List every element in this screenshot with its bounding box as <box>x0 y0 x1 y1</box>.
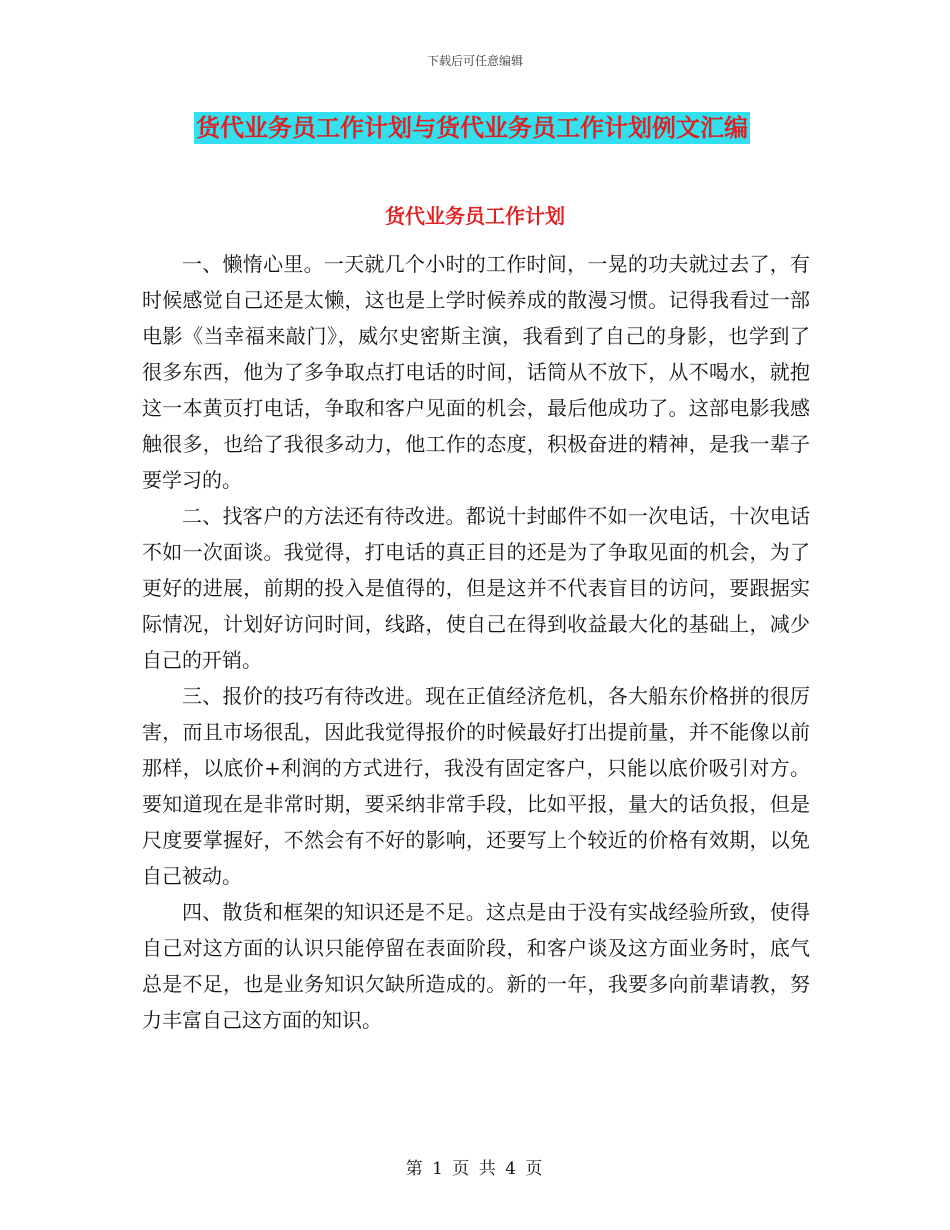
section-title: 货代业务员工作计划 <box>385 204 565 228</box>
document-title: 货代业务员工作计划与货代业务员工作计划例文汇编 <box>196 113 748 142</box>
document-body <box>142 246 810 1038</box>
page-number: 第 1 页 共 4 页 <box>405 1159 545 1179</box>
paragraph-2: 二、找客户的方法还有待改进。都说十封邮件不如一次电话，十次电话不如一次面谈。我觉得，打电话的真正目的还是为了争取见面的机会，为了更好的进展，前期的投入是值得的，但是这并不代表盲目的访问，要跟据实际情况，计划好访问时间，线路，使自己在得到收益最大化的基础上，减少自己的开销。 <box>142 504 810 672</box>
header-note: 下载后可任意编辑 <box>426 54 523 68</box>
paragraph-1: 一、懒惰心里。一天就几个小时的工作时间，一晃的功夫就过去了，有时候感觉自己还是太懒，这也是上学时候养成的散漫习惯。记得我看过一部电影《当幸福来敲门》，威尔史密斯主演，我看到了自己的身影，也学到了很多东西，他为了多争取点打电话的时间，话筒从不放下，从不喝水，就抱这一本黄页打电话，争取和客户见面的机会，最后他成功了。这部电影我感触很多，也给了我很多动力，他工作的态度，积极奋进的精神，是我一辈子要学习的。 <box>142 252 810 492</box>
paragraph-4: 四、散货和框架的知识还是不足。这点是由于没有实战经验所致，使得自己对这方面的认识只能停留在表面阶段，和客户谈及这方面业务时，底气总是不足，也是业务知识欠缺所造成的。新的一年，我要多向前辈请教，努力丰富自己这方面的知识。 <box>142 900 810 1032</box>
paragraph-3: 三、报价的技巧有待改进。现在正值经济危机，各大船东价格拼的很厉害，而且市场很乱，因此我觉得报价的时候最好打出提前量，并不能像以前那样，以底价+利润的方式进行，我没有固定客户，只能以底价吸引对方。要知道现在是非常时期，要采纳非常手段，比如平报，量大的话负报，但是尺度要掌握好，不然会有不好的影响，还要写上个较近的价格有效期，以免自己被动。 <box>142 684 810 888</box>
